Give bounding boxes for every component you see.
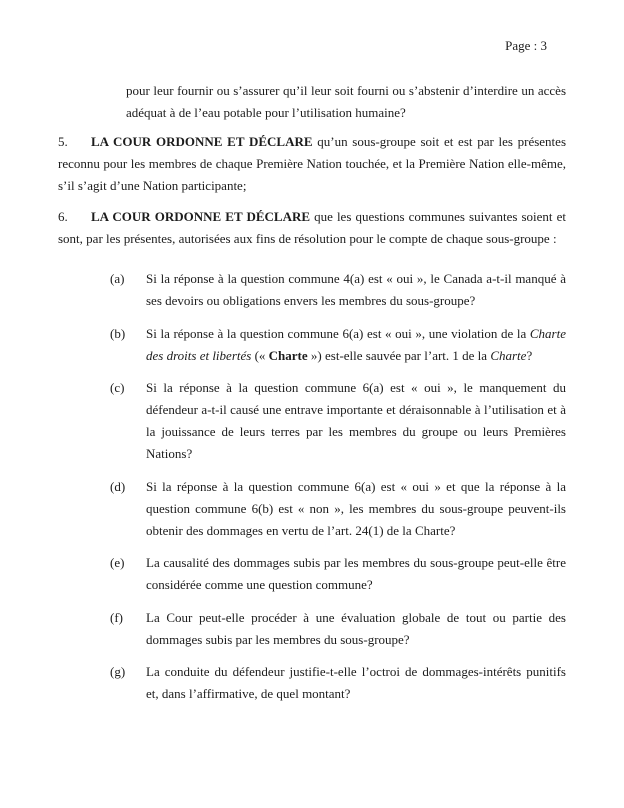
paragraph-number: 5. [58, 134, 68, 149]
question-text-segment-italic: Charte des droits et libertés [146, 325, 566, 363]
question-item-g [110, 661, 566, 705]
question-label: (b) [110, 325, 126, 341]
question-item-b [110, 323, 566, 367]
paragraph-heading: LA COUR ORDONNE ET DÉCLARE [91, 209, 311, 224]
question-text-segment: Si la réponse à la question commune 6(a) est « oui », une violation de la [146, 325, 530, 341]
paragraph-heading: LA COUR ORDONNE ET DÉCLARE [91, 134, 313, 149]
question-label: (f) [110, 609, 123, 625]
question-text-segment: ? [526, 347, 533, 363]
question-text: Si la réponse à la question commune 6(a) est « oui » et que la réponse à la question commune 6(b) est « non », les membres du sous-groupe peuvent-ils obtenir des dommages en vertu de l’art. 24(1) de la Charte? [146, 478, 566, 538]
question-item-a [110, 268, 566, 312]
question-text: La conduite du défendeur justifie-t-elle l’octroi de dommages-intérêts punitifs et, dans l’affirmative, de quel montant? [146, 664, 566, 701]
question-label: (a) [110, 271, 125, 286]
question-item-f [110, 607, 566, 651]
common-questions-list [58, 268, 566, 705]
question-text-segment-italic: Charte [490, 347, 527, 363]
question-text: La causalité des dommages subis par les membres du sous-groupe peut-elle être considérée comme une question commune? [146, 555, 566, 592]
page-number-label: Page : 3 [505, 38, 547, 53]
order-paragraph-5 [58, 131, 566, 197]
continuation-paragraph: pour leur fournir ou s’assurer qu’il leur soit fourni ou s’abstenir d’interdire un accès adéquat à de l’eau potable pour l’utilisation humaine? [126, 83, 566, 120]
question-text-segment: ») est-elle sauvée par l’art. 1 de la [307, 347, 491, 363]
question-text-segment-bold: Charte [268, 347, 308, 363]
question-item-e [110, 552, 566, 596]
question-text: Si la réponse à la question commune 6(a) est « oui », le manquement du défendeur a-t-il causé une entrave importante et déraisonnable à l’utilisation et à la jouissance de leurs terres par les membres du groupe ou leurs Premières Nations? [146, 380, 566, 461]
paragraph-text: que les questions communes suivantes soient et sont, par les présentes, autorisées aux fins de résolution pour le compte de chaque sous-groupe : [58, 209, 566, 246]
question-label: (e) [110, 555, 125, 570]
paragraph-number: 6. [58, 209, 68, 224]
question-label: (g) [110, 664, 126, 679]
question-item-d [110, 476, 566, 542]
question-label: (d) [110, 478, 126, 494]
order-paragraph-6 [58, 206, 566, 250]
question-item-c [110, 377, 566, 465]
paragraph-text: qu’un sous-groupe soit et est par les présentes reconnu pour les membres de chaque Première Nation touchée, et la Première Nation elle-même, s’il s’agit d’une Nation participante; [58, 134, 567, 193]
question-label: (c) [110, 380, 125, 395]
question-text: Si la réponse à la question commune 4(a) est « oui », le Canada a-t-il manqué à ses devoirs ou obligations envers les membres du sous-groupe? [146, 271, 566, 308]
question-text-segment: (« [251, 347, 269, 363]
page-header [58, 35, 547, 57]
question-text: La Cour peut-elle procéder à une évaluation globale de tout ou partie des dommages subis par les membres du sous-groupe? [146, 609, 566, 647]
